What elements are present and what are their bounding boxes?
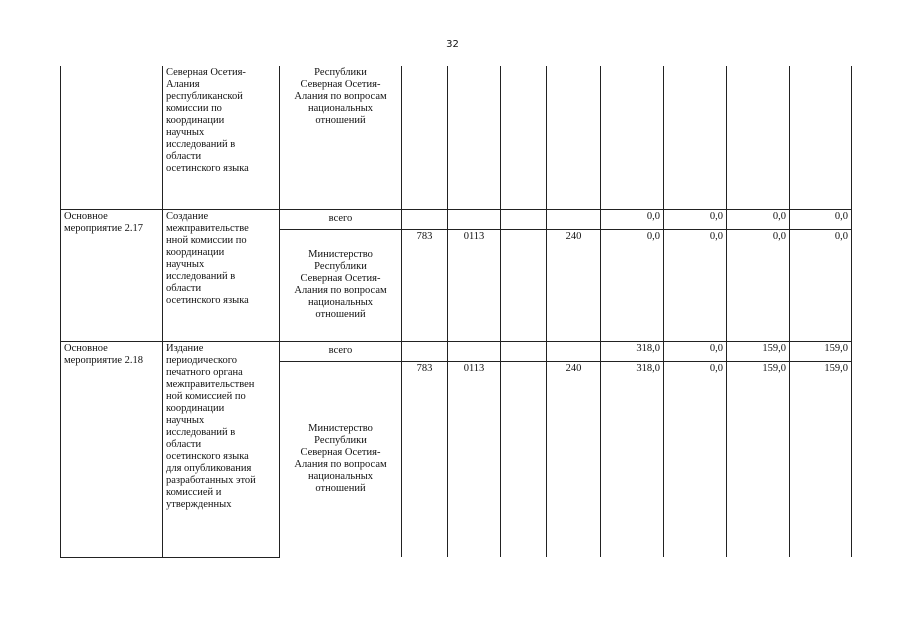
executor-total-label: всего bbox=[280, 209, 402, 229]
grbs-cell bbox=[402, 341, 448, 361]
rzpr-cell bbox=[448, 209, 501, 229]
value-cell-2: 0,0 bbox=[664, 229, 727, 341]
grbs-cell: 783 bbox=[402, 361, 448, 557]
table-row-continuation bbox=[61, 66, 852, 209]
value-cell-1: 318,0 bbox=[601, 341, 664, 361]
value-cell-2: 0,0 bbox=[664, 341, 727, 361]
value-cell-3: 159,0 bbox=[727, 361, 790, 557]
page-number: 32 bbox=[446, 39, 459, 50]
csr-cell bbox=[501, 229, 547, 341]
csr-cell bbox=[501, 361, 547, 557]
activity-name-cell: Основное мероприятие 2.18 bbox=[61, 341, 163, 557]
table-row-2-17-total bbox=[61, 209, 852, 229]
value-cell-1: 318,0 bbox=[601, 361, 664, 557]
vr-cell bbox=[547, 66, 601, 209]
vr-cell: 240 bbox=[547, 229, 601, 341]
executor-total-label: всего bbox=[280, 341, 402, 361]
value-cell-4: 0,0 bbox=[790, 209, 852, 229]
executor-cell: Министерство Республики Северная Осетия- Алания по вопросам национальных отношений bbox=[280, 361, 402, 557]
value-cell-3: 159,0 bbox=[727, 341, 790, 361]
activity-description-cell: Создание межправительстве нной комиссии по координации научных исследований в области осетинского языка bbox=[163, 209, 280, 341]
value-cell-3: 0,0 bbox=[727, 209, 790, 229]
value-cell-2: 0,0 bbox=[664, 361, 727, 557]
executor-cell: Республики Северная Осетия- Алания по вопросам национальных отношений bbox=[280, 66, 402, 209]
table-row-2-18-total bbox=[61, 341, 852, 361]
csr-cell bbox=[501, 66, 547, 209]
value-cell-4: 0,0 bbox=[790, 229, 852, 341]
activity-name-cell bbox=[61, 66, 163, 209]
value-cell-2: 0,0 bbox=[664, 209, 727, 229]
value-cell-4 bbox=[790, 66, 852, 209]
value-cell-4: 159,0 bbox=[790, 361, 852, 557]
value-cell-1 bbox=[601, 66, 664, 209]
vr-cell: 240 bbox=[547, 361, 601, 557]
activity-name-cell: Основное мероприятие 2.17 bbox=[61, 209, 163, 341]
value-cell-1: 0,0 bbox=[601, 229, 664, 341]
value-cell-4: 159,0 bbox=[790, 341, 852, 361]
activity-description-cell: Издание периодического печатного органа межправительствен ной комиссией по координации научных исследований в области осетинского языка для опубликования разработанных этой комиссией и утвержденных bbox=[163, 341, 280, 557]
grbs-cell bbox=[402, 66, 448, 209]
value-cell-2 bbox=[664, 66, 727, 209]
value-cell-3: 0,0 bbox=[727, 229, 790, 341]
executor-cell: Министерство Республики Северная Осетия- Алания по вопросам национальных отношений bbox=[280, 229, 402, 341]
grbs-cell: 783 bbox=[402, 229, 448, 341]
rzpr-cell: 0113 bbox=[448, 361, 501, 557]
vr-cell bbox=[547, 341, 601, 361]
value-cell-1: 0,0 bbox=[601, 209, 664, 229]
grbs-cell bbox=[402, 209, 448, 229]
vr-cell bbox=[547, 209, 601, 229]
budget-table bbox=[60, 66, 852, 558]
csr-cell bbox=[501, 209, 547, 229]
rzpr-cell bbox=[448, 341, 501, 361]
activity-description-cell: Северная Осетия- Алания республиканской комиссии по координации научных исследований в области осетинского языка bbox=[163, 66, 280, 209]
rzpr-cell: 0113 bbox=[448, 229, 501, 341]
csr-cell bbox=[501, 341, 547, 361]
rzpr-cell bbox=[448, 66, 501, 209]
value-cell-3 bbox=[727, 66, 790, 209]
